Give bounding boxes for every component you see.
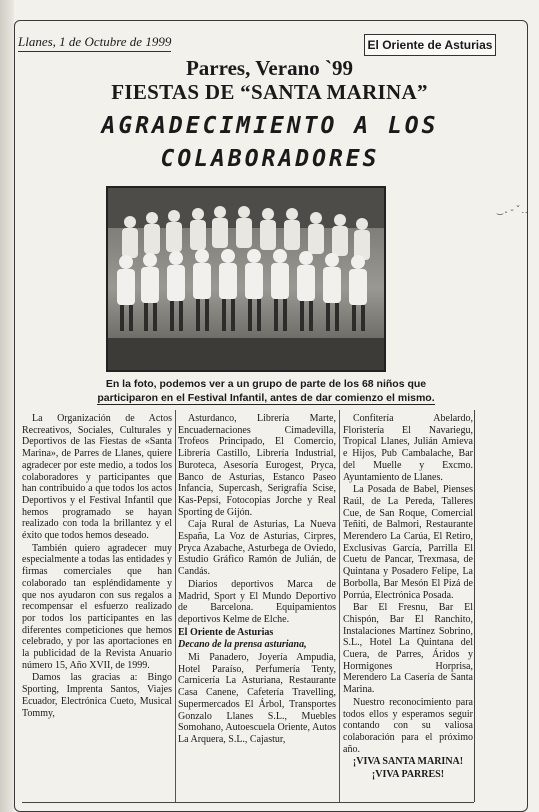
subheading-tagline: Decano de la prensa asturiana, (178, 639, 307, 651)
column-border-right (474, 410, 475, 802)
paragraph: Asturdanco, Librería Marte, Encuadernaciones Cimadevilla, Trofeos Principado, El Comercio, Librería Castillo, Librería Industrial, Buroteca, Asesoría Eurogest, Pryca, Banco de Asturias, Estanco Paseo Infancia, Supercash, Serigrafía Scise, Kas-Pepsi, Fotocopias Jorche y Real Sporting de Gijón. (178, 413, 336, 518)
photo-caption-line2: participaron en el Festival Infantil, antes de dar comienzo el mismo. (97, 392, 435, 404)
article-title-line2: FIESTAS DE “SANTA MARINA” (111, 80, 428, 104)
paragraph: Confitería Abelardo, Floristería El Navariegu, Tropical Llanes, Julián Amieva e Hijos, Pub Cambalache, Bar del Muelle y Excmo. Ayuntamiento de Llanes. (343, 413, 473, 483)
paragraph: La Organización de Actos Recreativos, Sociales, Culturales y Deportivos de las Fiestas de «Santa Marina», de Parres de Llanes, quiere agradecer por este medio, a todos los colaboradores y participantes que han contribuido a que todos los actos Deportivos y el Festival Infantil que hemos programado se hayan realizado con toda la brillantez y el éxito que todos hemos deseado. (22, 413, 172, 542)
closing-cheer-1: ¡VIVA SANTA MARINA! (352, 756, 464, 768)
newspaper-masthead: El Oriente de Asturias (364, 34, 496, 56)
headline-line1: AGRADECIMIENTO A LOS (101, 113, 439, 139)
article-column-3 (343, 413, 473, 782)
paragraph: Nuestro reconocimiento para todos ellos y esperamos seguir contando con su valiosa colaboración para el próximo año. (343, 696, 473, 755)
column-border-bottom (22, 802, 474, 803)
article-title-line1: Parres, Verano `99 (185, 56, 353, 80)
paragraph: Caja Rural de Asturias, La Nueva España, La Voz de Asturias, Cirpres, Pryca Azabache, Asturbega de Oviedo, Estudio Gráfico Ramón de Julián, de Candás. (178, 519, 336, 578)
column-divider (339, 410, 340, 802)
page-binding-edge (0, 0, 14, 812)
paragraph: La Posada de Babel, Pienses Raúl, de La Pereda, Talleres Cue, de San Roque, Comercial Teñiti, de Balmori, Restaurante Merendero La Carúa, El Retiro, Exclusivas García, Parrilla El Cuetu de Pancar, Trexmasa, de Quintana y Posadero Felipe, La Borbolla, Bar Mesón El Pizá de Porrúa, Electrónica Posada. (343, 484, 473, 601)
photo-caption-line1: En la foto, podemos ver a un grupo de parte de los 68 niños que (105, 378, 427, 390)
paragraph: Damos las gracias a: Bingo Sporting, Imprenta Santos, Viajes Ecuador, Electrónica Cueto, Musical Tommy, (22, 672, 172, 719)
closing-cheer-2: ¡VIVA PARRES! (371, 769, 445, 781)
subheading-newspaper: El Oriente de Asturias (178, 626, 274, 638)
photo-caption (66, 377, 466, 405)
issue-date: Llanes, 1 de Octubre de 1999 (18, 34, 171, 52)
headline-line2: COLABORADORES (160, 146, 380, 172)
group-photo-image (108, 188, 384, 370)
group-photo (106, 186, 386, 372)
paragraph: Diarios deportivos Marca de Madrid, Sport y El Mundo Deportivo de Barcelona. Equipamientos deportivos Kelme de Elche. (178, 578, 336, 625)
column-divider (175, 410, 176, 802)
paragraph: También quiero agradecer muy especialmente a todas las entidades y firmas comerciales que han colaborado tan espléndidamente y que nos ayudaron con sus regalos a recompensar el esfuerzo realizado por todos los participantes en las diferentes competiciones que hemos celebrado, y por las aportaciones en la publicidad de la Revista Anuario número 15, Año XVII, de 1999. (22, 542, 172, 671)
paragraph: Mi Panadero, Joyería Ampudia, Hotel Paraíso, Perfumería Tenty, Carnicería La Asturiana, Restaurante Casa Canene, Cafetería Travelling, Supermercados El Árbol, Transportes Gonzalo Llanes S.L., Muebles Somohano, Autoescuela Oriente, Autos La Arquera, S.L., Cajastur, (178, 652, 336, 745)
article-column-1 (22, 413, 172, 720)
article-column-2 (178, 413, 336, 747)
paragraph: Bar El Fresnu, Bar El Chispón, Bar El Ranchito, Instalaciones Martínez Sobrino, S.L., Hotel La Quintana del Cuera, de Parres, Áridos y Hormigones Horprisa, Merendero La Casería de Santa Marina. (343, 602, 473, 696)
margin-scribble: ‿.-ˇ‥ (497, 205, 528, 216)
